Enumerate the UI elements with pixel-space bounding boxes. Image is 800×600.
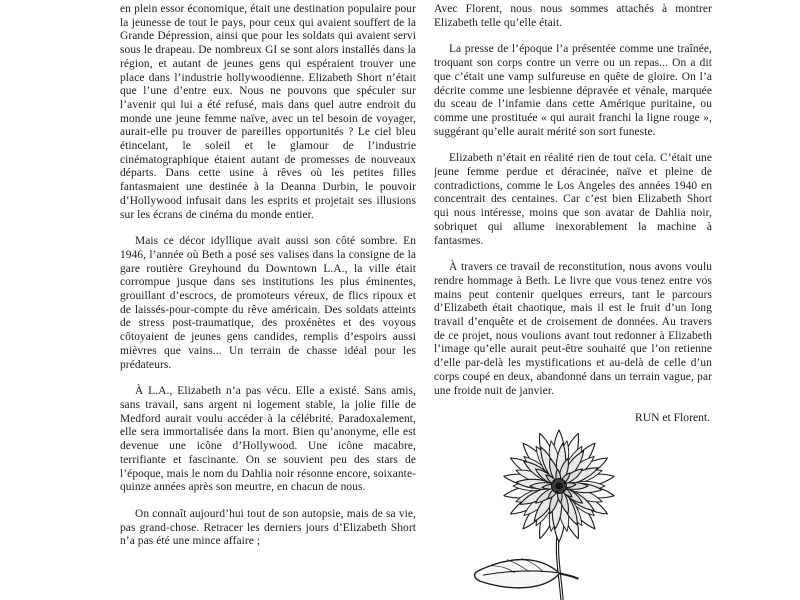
paragraph: Mais ce décor idyllique avait aussi son côté sombre. En 1946, l’année où Beth a posé ses valises dans la consigne de la gare routière Greyhound du Downtown L.A., la ville était corrompue jusque dans ses institutions les plus éminentes, grouillant d’escrocs, de promoteurs véreux, de flics ripoux et de laissés-pour-compte du rêve américain. Des soldats atteints de stress post-traumatique, des proxénètes et des voyous côtoyaient de jeunes gens candides, remplis d’espoirs aussi mièvres que vains... Un terrain de chasse idéal pour les prédateurs. — [120, 235, 416, 371]
paragraph: La presse de l’époque l’a présentée comme une traînée, troquant son corps contre un verre ou un repas... On a dit que c’était une vamp sulfureuse en quête de gloire. On l’a décrite comme une lesbienne dépravée et vénale, marquée du sceau de l’infamie dans cette Amérique puritaine, ou comme une prostituée « qui aurait franchi la ligne rouge », suggérant qu’elle aurait mérité son sort funeste. — [434, 43, 712, 138]
paragraph: en plein essor économique, était une destination populaire pour la jeunesse de tout le pays, pour ceux qui avaient souffert de la Grande Dépression, ainsi que pour les soldats qui avaient servi sous le drapeau. De nombreux GI se sont alors installés dans la région, et autant de jeunes gens qui espéraient trouver une place dans l’industrie hollywoodienne. Elizabeth Short n’était que l’une d’entre eux. Nous ne pouvons que spéculer sur l’avenir qui lui a été refusé, mais dans quel autre endroit du monde une jeune femme naïve, avec un tel besoin de voyager, aurait-elle pu trouver de pareilles opportunités ? Le ciel bleu étincelant, le soleil et le glamour de l’industrie cinématographique étaient autant de promesses de nouveaux départs. Dans cette usine à rêves où les petites filles fantasmaient une destinée à la Deanna Durbin, le pouvoir d’Hollywood infusait dans les esprits et projetait ses illusions sur les écrans de cinéma du monde entier. — [120, 3, 416, 221]
paragraph: On connaît aujourd’hui tout de son autopsie, mais de sa vie, pas grand-chose. Retracer les derniers jours d’Elizabeth Short n’a pas été une mince affaire ; — [120, 507, 416, 548]
paragraph: Avec Florent, nous nous sommes attachés à montrer Elizabeth telle qu’elle était. — [434, 3, 712, 29]
left-column — [120, 3, 416, 600]
paragraph: Elizabeth n’était en réalité rien de tout cela. C’était une jeune femme perdue et déracinée, naïve et pleine de contradictions, comme le Los Angeles des années 1940 en concentrait des centaines. Car c’est bien Elizabeth Short qui nous intéresse, moins que son avatar de Dahlia noir, sobriquet qui allume inexorablement la machine à fantasmes. — [434, 152, 712, 247]
authors-signature: RUN et Florent. — [634, 411, 710, 425]
paragraph: À L.A., Elizabeth n’a pas vécu. Elle a existé. Sans amis, sans travail, sans argent ni logement stable, la jolie fille de Medford aurait voulu accéder à la célébrité. Paradoxalement, elle sera immortalisée dans la mort. Bien qu’anonyme, elle est devenue une icône d’Hollywood. Une icône macabre, terrifiante et fascinante. On se souvient peu des stars de l’époque, mais le nom du Dahlia noir résonne encore, soixante-quinze années après son meurtre, en chacun de nous. — [120, 385, 416, 494]
dahlia-flower-illustration — [448, 424, 660, 600]
paragraph: À travers ce travail de reconstitution, nous avons voulu rendre hommage à Beth. Le livre que vous tenez entre vos mains peut contenir quelques erreurs, tant le parcours d’Elizabeth était chaotique, mais il est le fruit d’un long travail d’enquête et de croisement de données. Au travers de ce projet, nous voulions avant tout redonner à Elizabeth l’image qu’elle aurait peut-être souhaité que l’on retienne d’elle par-delà les mystifications et au-delà de celle d’un corps coupé en deux, abandonné dans un terrain vague, par une froide nuit de janvier. — [434, 261, 712, 397]
dahlia-flower-icon — [448, 424, 660, 600]
